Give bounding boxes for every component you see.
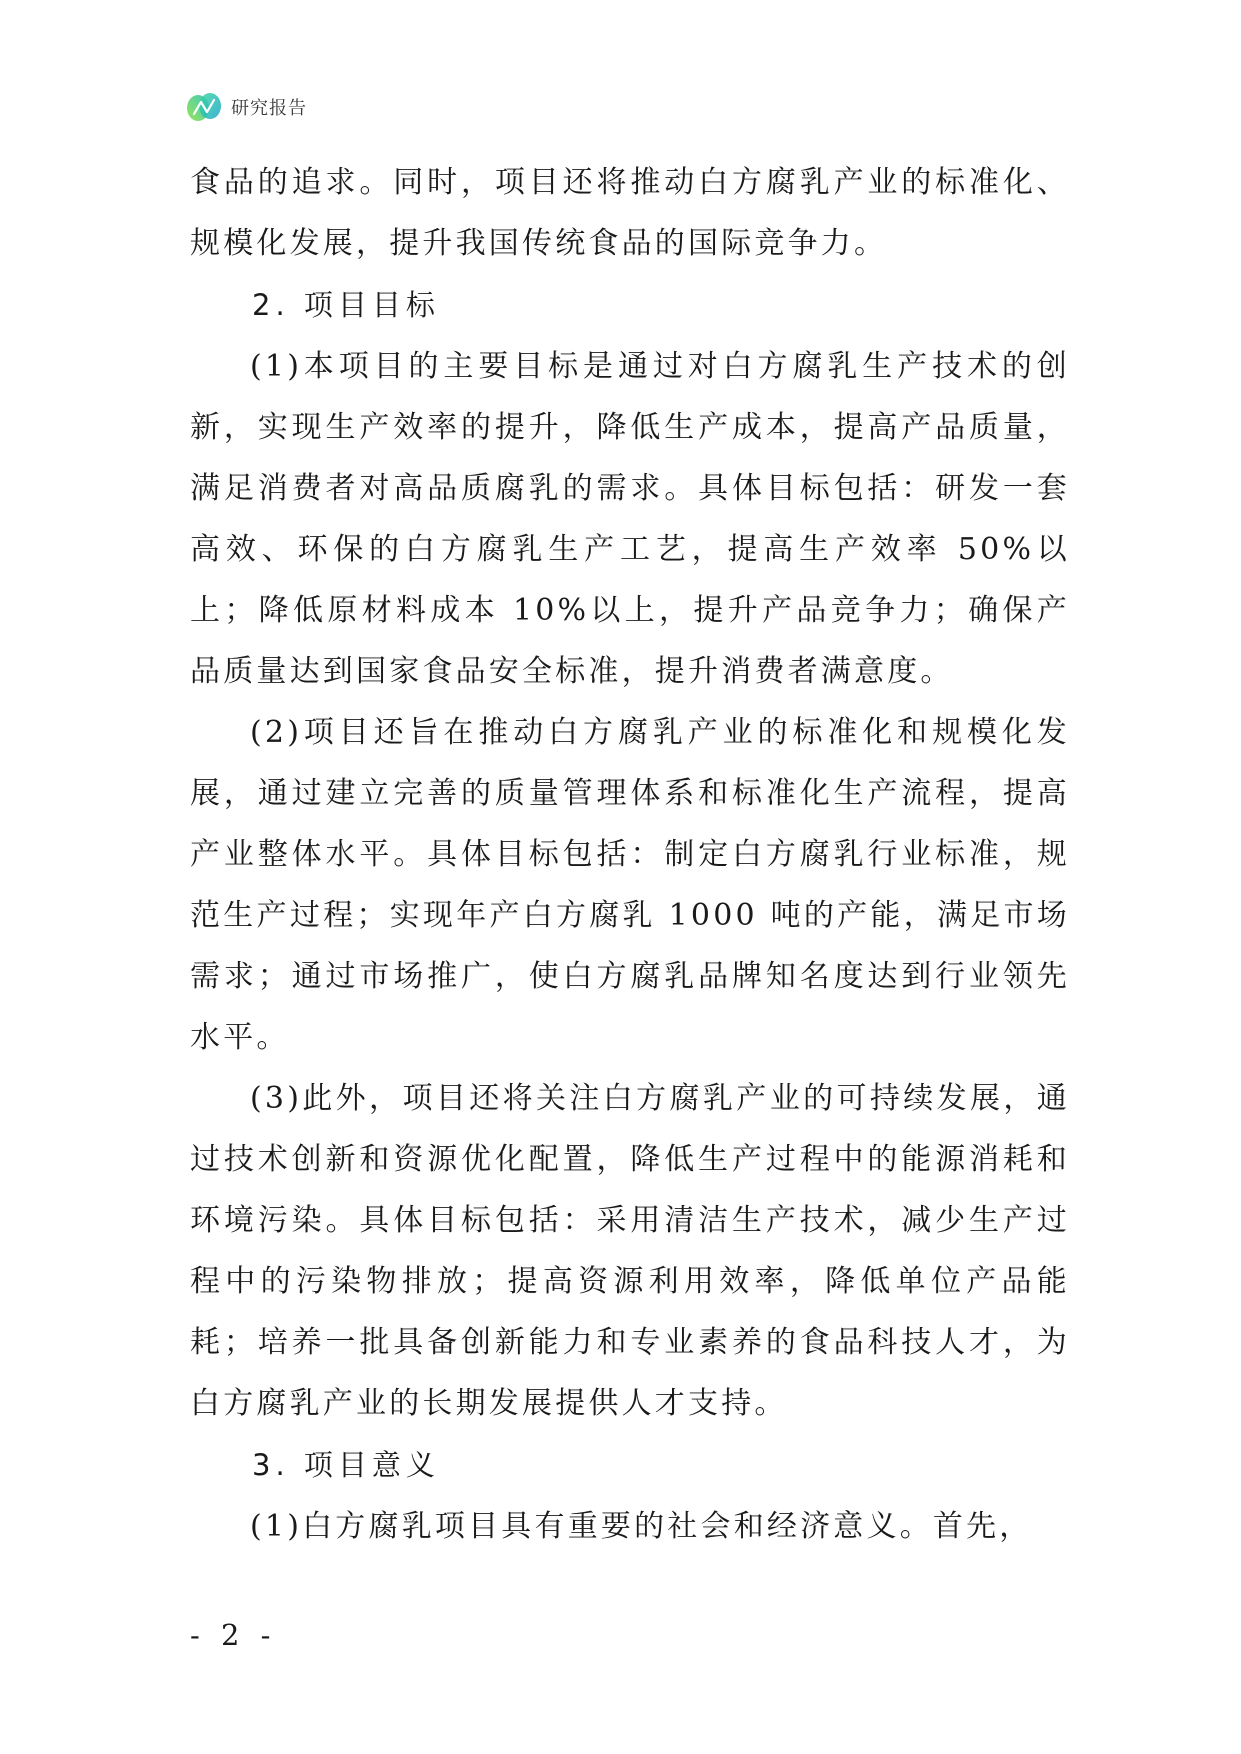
document-body <box>190 152 1070 1557</box>
paragraph: 食品的追求。同时，项目还将推动白方腐乳产业的标准化、规模化发展，提升我国传统食品的国际竞争力。 <box>190 165 1070 261</box>
page-header <box>185 88 307 126</box>
section-heading: 3. 项目意义 <box>252 1448 440 1482</box>
header-title: 研究报告 <box>231 98 307 119</box>
page-number: - 2 - <box>190 1618 277 1652</box>
paragraph: (1)白方腐乳项目具有重要的社会和经济意义。首先， <box>250 1509 1033 1544</box>
paragraph: (1)本项目的主要目标是通过对白方腐乳生产技术的创新，实现生产效率的提升，降低生产成本，提高产品质量，满足消费者对高品质腐乳的需求。具体目标包括：研发一套高效、环保的白方腐乳生产工艺，提高生产效率 50%以上；降低原材料成本 10%以上，提升产品竞争力；确保产品质量达到国家食品安全标准，提升消费者满意度。 <box>190 349 1070 689</box>
paragraph: (3)此外，项目还将关注白方腐乳产业的可持续发展，通过技术创新和资源优化配置，降低生产过程中的能源消耗和环境污染。具体目标包括：采用清洁生产技术，减少生产过程中的污染物排放；提高资源利用效率，降低单位产品能耗；培养一批具备创新能力和专业素养的食品科技人才，为白方腐乳产业的长期发展提供人才支持。 <box>190 1081 1070 1421</box>
section-heading: 2. 项目目标 <box>252 288 440 322</box>
paragraph: (2)项目还旨在推动白方腐乳产业的标准化和规模化发展，通过建立完善的质量管理体系和标准化生产流程，提高产业整体水平。具体目标包括：制定白方腐乳行业标准，规范生产过程；实现年产白方腐乳 1000 吨的产能，满足市场需求；通过市场推广，使白方腐乳品牌知名度达到行业领先水平。 <box>190 715 1070 1055</box>
report-logo-icon <box>185 88 223 126</box>
